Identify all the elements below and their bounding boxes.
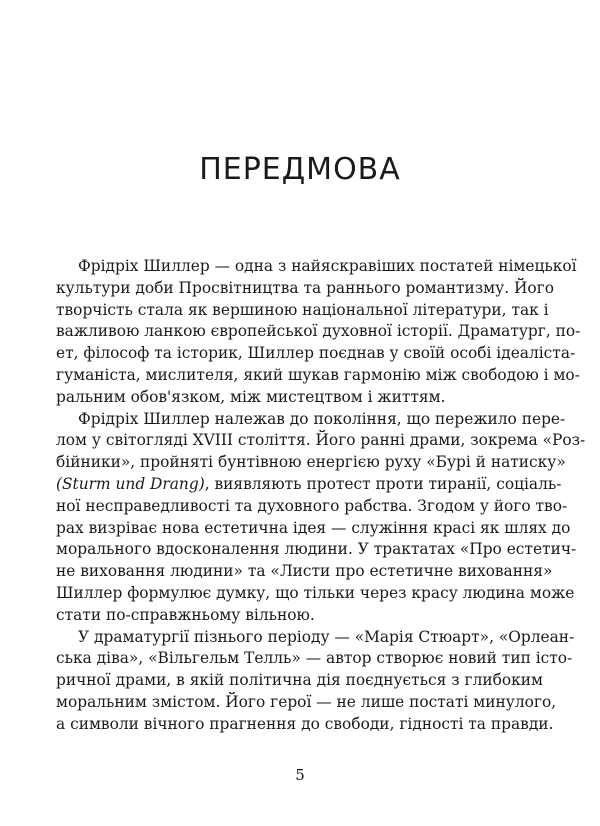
text-line italic-fragment-line bbox=[56, 474, 562, 496]
paragraph-1 bbox=[56, 256, 581, 409]
text-line: гуманіста, мислителя, який шукав гармонію між свободою і мо- bbox=[56, 365, 580, 384]
text-line: важливою ланкою європейської духовної історії. Драматург, по- bbox=[56, 322, 581, 341]
text-line: Фрідріх Шиллер — одна з найяскравіших постатей німецької bbox=[78, 257, 577, 275]
body-text bbox=[56, 256, 586, 736]
text-line: лом у світогляді XVIII століття. Його ранні драми, зокрема «Роз- bbox=[56, 431, 586, 450]
text-line: культури доби Просвітництва та раннього романтизму. Його bbox=[56, 278, 554, 297]
text-line: ет, філософ та історик, Шиллер поєднав у своїй особі ідеаліста- bbox=[56, 344, 576, 363]
text-line: морального вдосконалення людини. У трактатах «Про естетич- bbox=[56, 540, 577, 559]
text-line: стати по-справжньому вільною. bbox=[56, 605, 315, 624]
italic-term: (Sturm und Drang) bbox=[56, 474, 205, 493]
text-line: ричної драми, в якій політична дія поєднується з глибоким bbox=[56, 671, 544, 690]
text-line: рах визріває нова естетична ідея — служіння красі як шлях до bbox=[56, 518, 571, 537]
text-line: ська діва», «Вільгельм Телль» — автор створює новий тип істо- bbox=[56, 649, 573, 668]
text-line: Фрідріх Шиллер належав до покоління, що пережило пере- bbox=[78, 409, 566, 428]
text-line: моральним змістом. Його герої — не лише постаті минулого, bbox=[56, 692, 557, 711]
paragraph-3 bbox=[56, 627, 575, 736]
text-line: Шиллер формулює думку, що тільки через красу людина може bbox=[56, 583, 575, 602]
text-line: бійники», пройняті бунтівною енергією руху «Бурі й натиску» bbox=[56, 453, 566, 472]
text-line: а символи вічного прагнення до свободи, гідності та правди. bbox=[56, 714, 554, 733]
text-line: ральним обов'язком, між мистецтвом і життям. bbox=[56, 387, 446, 406]
text-line: творчість стала як вершиною національної літератури, так і bbox=[56, 300, 549, 319]
paragraph-2 bbox=[56, 409, 586, 627]
text-fragment: , виявляють протест проти тиранії, соціаль- bbox=[204, 474, 562, 493]
text-line: У драматургії пізнього періоду — «Марія Стюарт», «Орлеан- bbox=[78, 627, 575, 646]
page-title: ПЕРЕДМОВА bbox=[199, 152, 401, 187]
text-line: ної несправедливості та духовного рабства. Згодом у його тво- bbox=[56, 496, 568, 515]
page-number: 5 bbox=[295, 766, 305, 784]
text-line: не виховання людини» та «Листи про естетичне виховання» bbox=[56, 562, 553, 581]
